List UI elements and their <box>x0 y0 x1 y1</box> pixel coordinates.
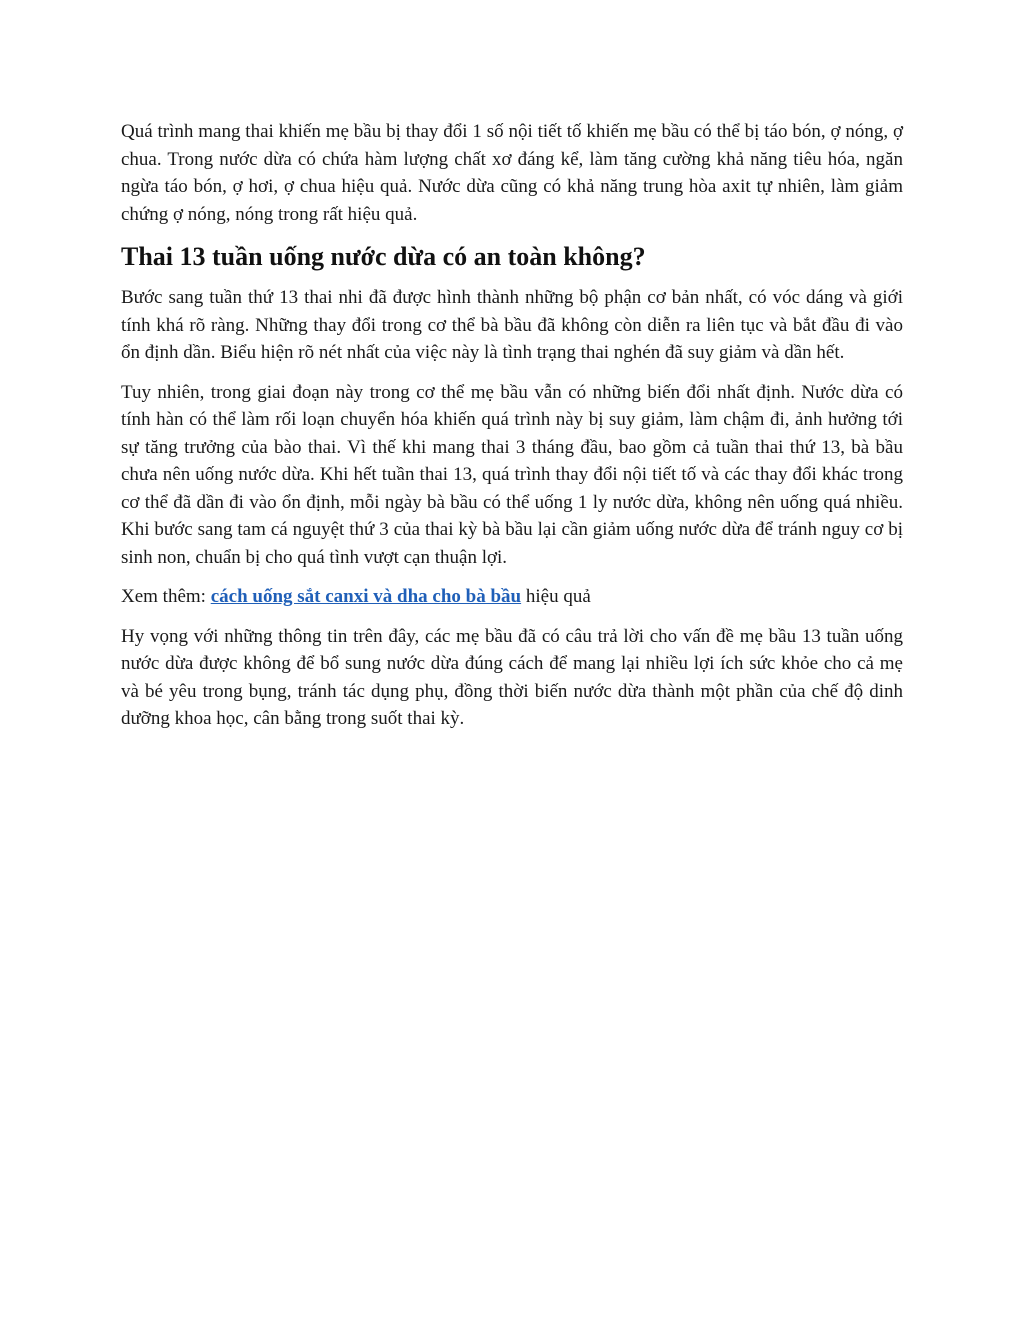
see-more-prefix: Xem thêm: <box>121 586 211 607</box>
section-heading: Thai 13 tuần uống nước dừa có an toàn không? <box>121 242 646 271</box>
intro-paragraph: Quá trình mang thai khiến mẹ bầu bị thay đổi 1 số nội tiết tố khiến mẹ bầu có thể bị táo bón, ợ nóng, ợ chua. Trong nước dừa có chứa hàm lượng chất xơ đáng kể, làm tăng cường khả năng tiêu hóa, ngăn ngừa táo bón, ợ hơi, ợ chua hiệu quả. Nước dừa cũng có khả năng trung hòa axit tự nhiên, làm giảm chứng ợ nóng, nóng trong rất hiệu quả. <box>121 121 903 225</box>
see-more-suffix: hiệu quả <box>521 586 591 607</box>
paragraph-coconut-water-advice: Tuy nhiên, trong giai đoạn này trong cơ thể mẹ bầu vẫn có những biến đổi nhất định. Nước dừa có tính hàn có thể làm rối loạn chuyển hóa khiến quá trình này bị suy giảm, làm chậm đi, ảnh hưởng tới sự tăng trưởng của bào thai. Vì thế khi mang thai 3 tháng đầu, bao gồm cả tuần thai thứ 13, bà bầu chưa nên uống nước dừa. Khi hết tuần thai 13, quá trình thay đổi nội tiết tố và các thay đổi khác trong cơ thể đã dần đi vào ổn định, mỗi ngày bà bầu có thể uống 1 ly nước dừa, không nên uống quá nhiều. Khi bước sang tam cá nguyệt thứ 3 của thai kỳ bà bầu lại cần giảm uống nước dừa để tránh nguy cơ bị sinh non, chuẩn bị cho quá tình vượt cạn thuận lợi. <box>121 381 903 568</box>
see-more-line <box>121 583 903 611</box>
document-page <box>121 118 903 745</box>
see-more-link[interactable]: cách uống sắt canxi và dha cho bà bầu <box>210 586 522 607</box>
paragraph-week-13: Bước sang tuần thứ 13 thai nhi đã được hình thành những bộ phận cơ bản nhất, có vóc dáng và giới tính khá rõ ràng. Những thay đổi trong cơ thể bà bầu đã không còn diễn ra liên tục và bắt đầu đi vào ổn định dần. Biểu hiện rõ nét nhất của việc này là tình trạng thai nghén đã suy giảm và dần hết. <box>121 287 903 363</box>
conclusion-paragraph: Hy vọng với những thông tin trên đây, các mẹ bầu đã có câu trả lời cho vấn đề mẹ bầu 13 tuần uống nước dừa được không để bổ sung nước dừa đúng cách để mang lại nhiều lợi ích sức khỏe cho cả mẹ và bé yêu trong bụng, tránh tác dụng phụ, đồng thời biến nước dừa thành một phần của chế độ dinh dưỡng khoa học, cân bằng trong suốt thai kỳ. <box>121 625 903 729</box>
